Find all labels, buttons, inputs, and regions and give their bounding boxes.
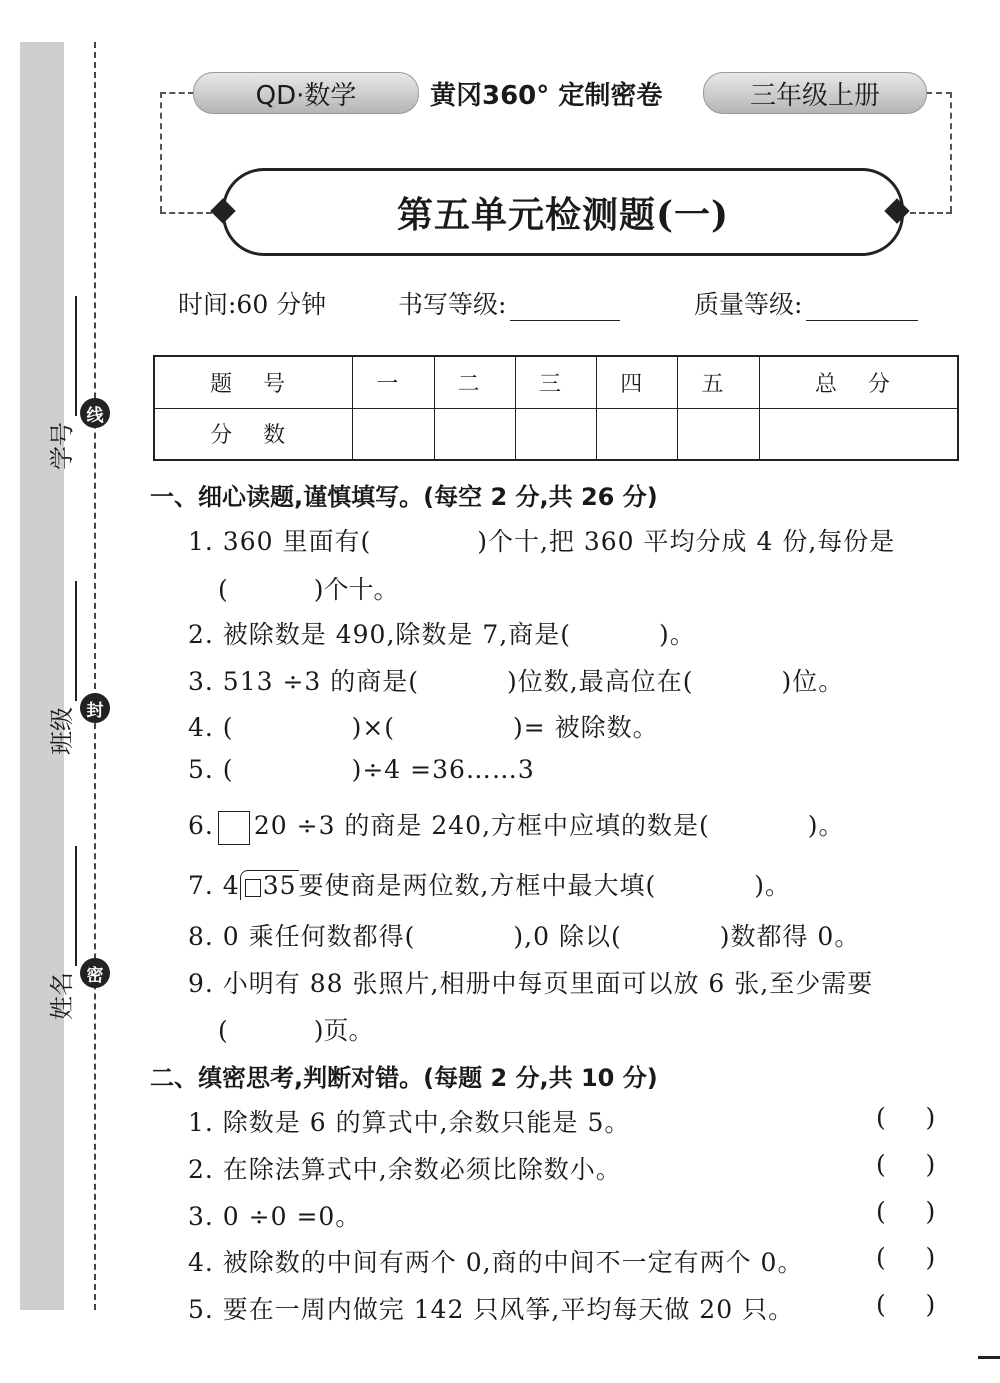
q9-text: )页。 bbox=[313, 1016, 374, 1045]
name-field[interactable] bbox=[42, 846, 77, 1020]
q8-text: 8. 0 乘任何数都得( bbox=[188, 922, 416, 951]
score-table-score-row bbox=[154, 408, 958, 460]
class-blank[interactable] bbox=[55, 581, 77, 701]
grade-pill: 三年级上册 bbox=[703, 72, 927, 114]
q1-text: ( bbox=[218, 575, 228, 604]
judgment-item: 1. 除数是 6 的算式中,余数只能是 5。 bbox=[188, 1108, 631, 1137]
title-banner bbox=[222, 168, 904, 256]
table-cell: 总 分 bbox=[759, 356, 958, 408]
table-cell: 三 bbox=[515, 356, 596, 408]
page-title: 第五单元检测题(一) bbox=[396, 193, 730, 236]
name-blank[interactable] bbox=[55, 846, 77, 966]
q1-text: )个十。 bbox=[313, 575, 399, 604]
quality-grade-field[interactable] bbox=[694, 285, 918, 321]
subject-pill: QD·数学 bbox=[193, 72, 419, 114]
q6-text: )。 bbox=[807, 811, 845, 840]
table-cell: 分 数 bbox=[154, 408, 353, 460]
q7-text: 要使商是两位数,方框中最大填( bbox=[298, 871, 657, 900]
q2-text: )。 bbox=[658, 620, 696, 649]
student-id-label: 学号 bbox=[48, 422, 76, 470]
quality-grade-label: 质量等级: bbox=[694, 290, 803, 319]
score-input-cell[interactable] bbox=[434, 408, 515, 460]
q4-text: )×( bbox=[351, 713, 396, 742]
q4-text: )= 被除数。 bbox=[513, 713, 659, 742]
question-3 bbox=[188, 662, 844, 698]
header-dash-right bbox=[926, 92, 952, 94]
score-input-cell[interactable] bbox=[515, 408, 596, 460]
q3-text: )位。 bbox=[781, 667, 845, 696]
table-cell: 一 bbox=[353, 356, 434, 408]
judgment-item: 3. 0 ÷0 =0。 bbox=[188, 1202, 362, 1231]
section1-heading: 一、细心读题,谨慎填写。(每空 2 分,共 26 分) bbox=[150, 483, 658, 511]
q7-dividend: 35 bbox=[262, 871, 297, 900]
q9-text: ( bbox=[218, 1016, 228, 1045]
table-cell: 题 号 bbox=[154, 356, 353, 408]
q8-text: ),0 除以( bbox=[513, 922, 622, 951]
name-label: 姓名 bbox=[48, 972, 76, 1020]
class-label: 班级 bbox=[48, 707, 76, 755]
score-input-cell[interactable] bbox=[597, 408, 678, 460]
seal-seal-mark: 封 bbox=[80, 693, 110, 723]
judgment-item: 4. 被除数的中间有两个 0,商的中间不一定有两个 0。 bbox=[188, 1248, 804, 1277]
question-5 bbox=[188, 755, 535, 784]
digit-box[interactable] bbox=[245, 879, 261, 897]
question-9 bbox=[188, 964, 873, 1000]
judgment-answer-paren[interactable]: ( ) bbox=[876, 1243, 936, 1272]
score-table bbox=[153, 355, 959, 461]
score-input-cell[interactable] bbox=[678, 408, 759, 460]
judgment-item: 5. 要在一周内做完 142 只风筝,平均每天做 20 只。 bbox=[188, 1295, 795, 1324]
quality-grade-blank[interactable] bbox=[806, 294, 918, 321]
question-2 bbox=[188, 615, 696, 651]
score-input-cell[interactable] bbox=[353, 408, 434, 460]
q1-text: )个十,把 360 平均分成 4 份,每份是 bbox=[477, 527, 896, 556]
q4-text: 4. ( bbox=[188, 713, 234, 742]
question-7 bbox=[188, 866, 791, 902]
table-cell: 四 bbox=[597, 356, 678, 408]
q5-text: )÷4 =36……3 bbox=[351, 755, 535, 784]
score-table-header-row bbox=[154, 356, 958, 408]
writing-grade-label: 书写等级: bbox=[398, 290, 507, 319]
student-id-field[interactable] bbox=[42, 296, 77, 470]
q2-text: 2. 被除数是 490,除数是 7,商是( bbox=[188, 620, 571, 649]
judgment-answer-paren[interactable]: ( ) bbox=[876, 1197, 936, 1226]
header-dash-right-vertical bbox=[950, 92, 952, 212]
q6-text: 6. bbox=[188, 811, 214, 840]
q9-text: 9. 小明有 88 张照片,相册中每页里面可以放 6 张,至少需要 bbox=[188, 969, 874, 998]
question-1-cont bbox=[218, 570, 399, 606]
cut-line bbox=[94, 42, 96, 1310]
table-cell: 二 bbox=[434, 356, 515, 408]
header-dash-left bbox=[160, 92, 194, 94]
brand-title: 黄冈360° 定制密卷 bbox=[430, 81, 663, 111]
student-id-blank[interactable] bbox=[55, 296, 77, 416]
time-label: 时间:60 分钟 bbox=[178, 290, 327, 319]
q7-text: )。 bbox=[754, 871, 791, 900]
seal-line-mark: 线 bbox=[80, 398, 110, 428]
writing-grade-blank[interactable] bbox=[510, 294, 620, 321]
q3-text: )位数,最高位在( bbox=[507, 667, 694, 696]
class-field[interactable] bbox=[42, 581, 77, 755]
long-division-bracket bbox=[240, 870, 299, 900]
q6-text: 20 ÷3 的商是 240,方框中应填的数是( bbox=[253, 811, 710, 840]
header-dash-left-bottom bbox=[160, 212, 212, 214]
page-corner-mark bbox=[978, 1356, 1000, 1359]
judgment-answer-paren[interactable]: ( ) bbox=[876, 1150, 936, 1179]
question-8 bbox=[188, 917, 860, 953]
judgment-answer-paren[interactable]: ( ) bbox=[876, 1103, 936, 1132]
header-dash-left-vertical bbox=[160, 92, 162, 212]
header-dash-right-bottom bbox=[910, 212, 952, 214]
question-9-cont bbox=[218, 1011, 374, 1047]
judgment-item: 2. 在除法算式中,余数必须比除数小。 bbox=[188, 1155, 622, 1184]
q8-text: )数都得 0。 bbox=[719, 922, 861, 951]
score-input-cell[interactable] bbox=[759, 408, 958, 460]
judgment-answer-paren[interactable]: ( ) bbox=[876, 1290, 936, 1319]
table-cell: 五 bbox=[678, 356, 759, 408]
digit-box[interactable] bbox=[218, 811, 250, 845]
seal-secret-mark: 密 bbox=[80, 958, 110, 988]
question-1 bbox=[188, 522, 895, 558]
q5-text: 5. ( bbox=[188, 755, 234, 784]
q1-text: 1. 360 里面有( bbox=[188, 527, 372, 556]
time-info bbox=[178, 285, 326, 321]
question-4 bbox=[188, 708, 659, 744]
q3-text: 3. 513 ÷3 的商是( bbox=[188, 667, 420, 696]
section2-heading: 二、缜密思考,判断对错。(每题 2 分,共 10 分) bbox=[150, 1064, 658, 1092]
writing-grade-field[interactable] bbox=[398, 285, 620, 321]
q7-text: 7. 4 bbox=[188, 871, 240, 900]
question-6 bbox=[188, 806, 845, 845]
